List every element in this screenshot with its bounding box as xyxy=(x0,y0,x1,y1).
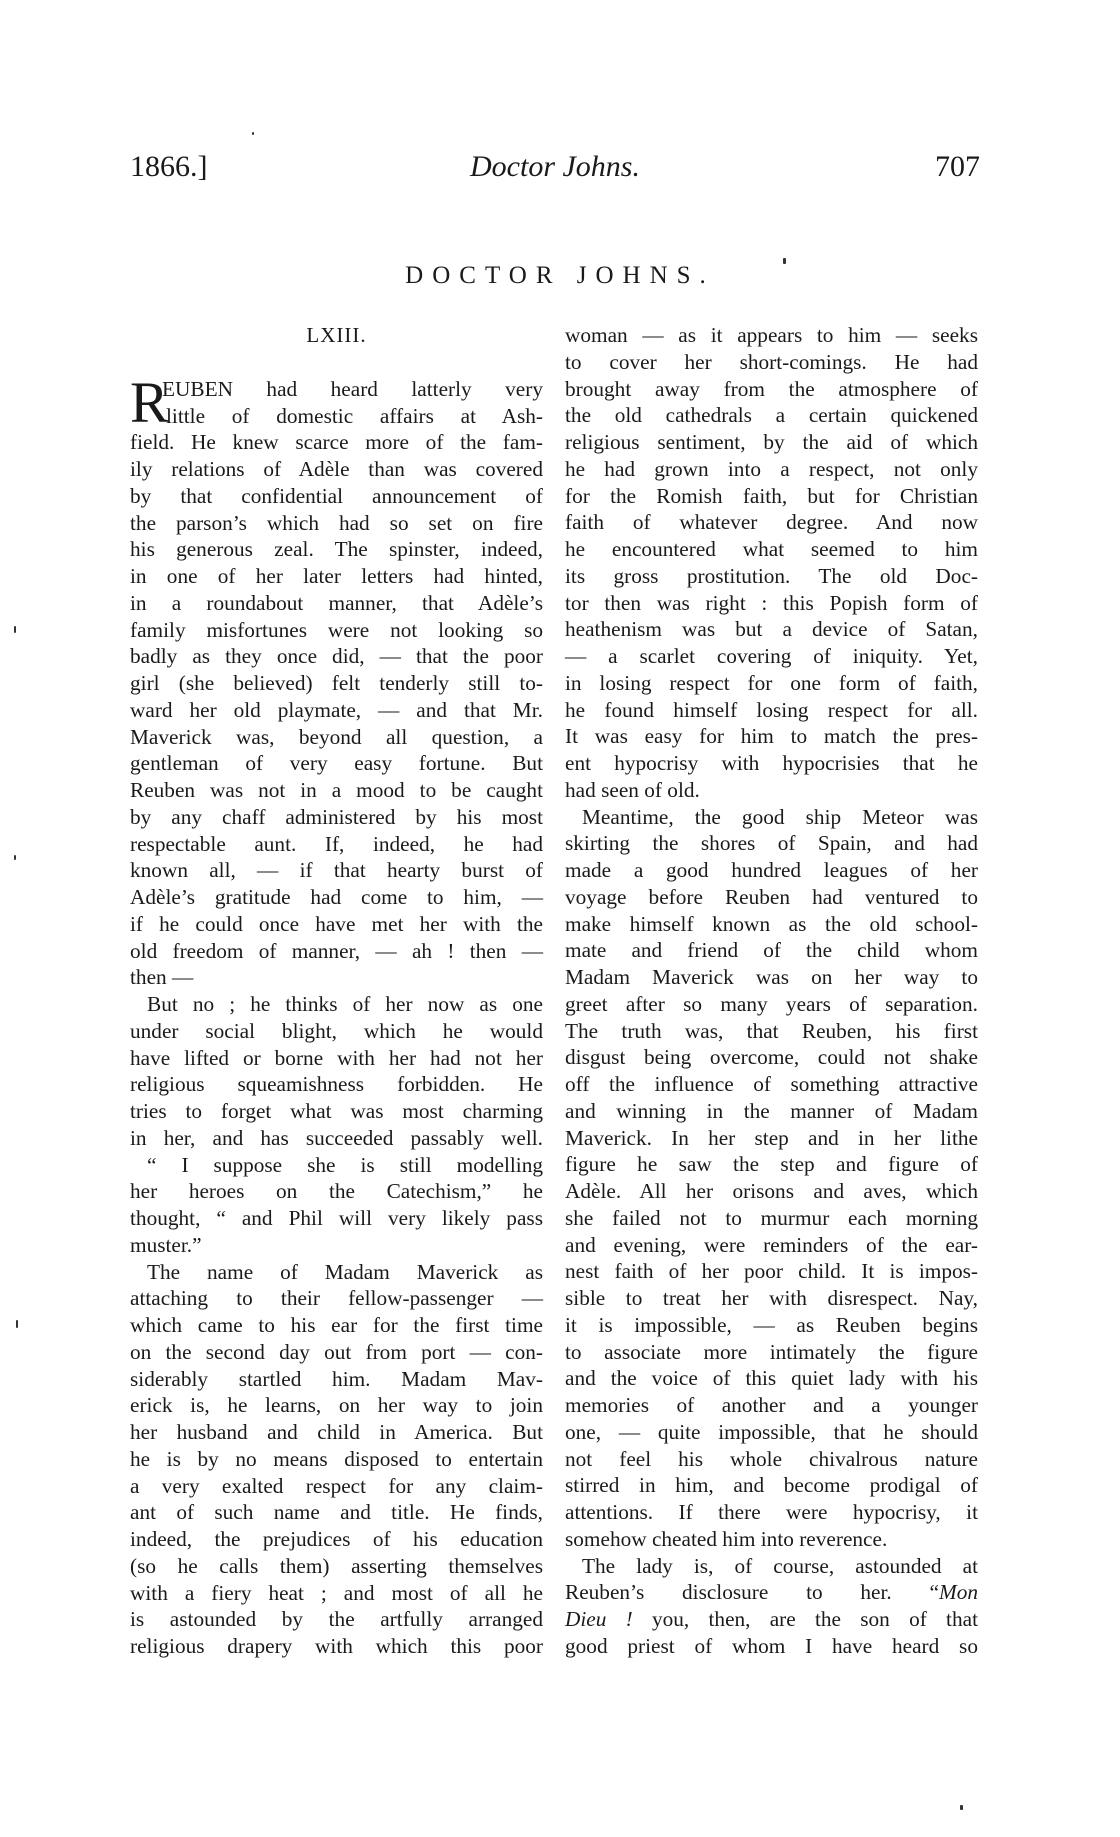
text-line: badly as they once did, — that the poor xyxy=(130,644,543,669)
left-column xyxy=(130,322,543,1660)
text-line: The name of Madam Maverick as xyxy=(147,1259,543,1284)
text-line: under social blight, which he would xyxy=(130,1018,543,1043)
text-line-with-italic xyxy=(565,1579,978,1606)
text-line: family misfortunes were not looking so xyxy=(130,617,543,642)
text-line: religious sentiment, by the aid of which xyxy=(565,430,978,454)
text-line: her heroes on the Catechism,” he xyxy=(130,1179,543,1204)
text-line: religious squeamishness forbidden. He xyxy=(130,1072,543,1097)
text-line-with-italic xyxy=(565,1606,978,1633)
text-line: stirred in him, and become prodigal of xyxy=(565,1473,978,1498)
text-line: ward her old playmate, — and that Mr. xyxy=(130,697,543,722)
text-line: with a fiery heat ; and most of all he xyxy=(130,1580,543,1605)
text-line: girl (she believed) felt tenderly still to- xyxy=(130,671,543,695)
text-line: ant of such name and title. He finds, xyxy=(130,1500,543,1525)
text-line: (so he calls them) asserting themselves xyxy=(130,1553,543,1578)
text-line: by any chaff administered by his most xyxy=(130,804,543,829)
text-line: for the Romish faith, but for Christian xyxy=(565,483,978,508)
print-speck xyxy=(16,1320,18,1328)
text-line: nest faith of her poor child. It is impos- xyxy=(565,1259,978,1284)
running-head-title: Doctor Johns. xyxy=(470,150,640,183)
text-line: Reuben was not in a mood to be caught xyxy=(130,778,543,802)
text-line: disgust being overcome, could not shake xyxy=(565,1045,978,1070)
text-line: tor then was right : this Popish form of xyxy=(565,590,978,615)
text-segment: Reuben’s disclosure to her. “ xyxy=(565,1580,939,1605)
text-line: religious drapery with which this poor xyxy=(130,1634,543,1658)
text-line: skirting the shores of Spain, and had xyxy=(565,831,978,856)
text-line: good priest of whom I have heard so xyxy=(565,1633,978,1658)
text-line: greet after so many years of separation. xyxy=(565,991,978,1016)
opening-paragraph xyxy=(130,369,543,435)
text-line: attaching to their fellow-passenger — xyxy=(130,1286,543,1311)
text-line: field. He knew scarce more of the fam- xyxy=(130,430,543,455)
print-speck xyxy=(252,132,254,135)
text-line: in losing respect for one form of faith, xyxy=(565,670,978,695)
text-line: have lifted or borne with her had not her xyxy=(130,1045,543,1070)
text-line: if he could once have met her with the xyxy=(130,911,543,936)
text-line: his generous zeal. The spinster, indeed, xyxy=(130,537,543,562)
text-line: ent hypocrisy with hypocrisies that he xyxy=(565,751,978,775)
right-column xyxy=(565,322,978,1660)
text-line: somehow cheated him into reverence. xyxy=(565,1526,888,1551)
text-line: known all, — if that hearty burst of xyxy=(130,858,543,883)
text-line: Maverick was, beyond all question, a xyxy=(130,724,543,749)
text-line: on the second day out from port — con- xyxy=(130,1339,543,1364)
text-line: respectable aunt. If, indeed, he had xyxy=(130,831,543,856)
text-line: indeed, the prejudices of his education xyxy=(130,1527,543,1551)
running-head-year: 1866.] xyxy=(130,150,208,183)
text-line: he found himself losing respect for all. xyxy=(565,697,978,722)
text-line: siderably startled him. Madam Mav- xyxy=(130,1366,543,1391)
text-line: he had grown into a respect, not only xyxy=(565,456,978,481)
text-line: had seen of old. xyxy=(565,777,700,802)
text-line: erick is, he learns, on her way to join xyxy=(130,1393,543,1418)
text-line: gentleman of very easy fortune. But xyxy=(130,751,543,776)
text-line: little of domestic affairs at Ash- xyxy=(166,403,543,428)
page-number: 707 xyxy=(935,150,980,183)
running-head xyxy=(130,150,980,190)
text-line: in her, and has succeeded passably well. xyxy=(130,1125,543,1150)
text-line: Adèle. All her orisons and aves, which xyxy=(565,1179,978,1203)
text-line: mate and friend of the child whom xyxy=(565,938,978,963)
article-title: DOCTOR JOHNS. xyxy=(405,262,715,289)
text-line: her husband and child in America. But xyxy=(130,1420,543,1444)
text-line: memories of another and a younger xyxy=(565,1393,978,1417)
text-line: voyage before Reuben had ventured to xyxy=(565,884,978,909)
text-line: is astounded by the artfully arranged xyxy=(130,1607,543,1632)
text-line: “ I suppose she is still modelling xyxy=(147,1152,543,1177)
print-speck xyxy=(14,626,16,633)
text-line: figure he saw the step and figure of xyxy=(565,1152,978,1177)
chapter-heading: LXIII. xyxy=(306,323,367,347)
drop-cap: R xyxy=(130,369,169,435)
text-line: one, — quite impossible, that he should xyxy=(565,1419,978,1444)
text-line: a very exalted respect for any claim- xyxy=(130,1473,543,1498)
text-line: Madam Maverick was on her way to xyxy=(565,965,978,989)
text-line: faith of whatever degree. And now xyxy=(565,510,978,535)
text-line: in one of her later letters had hinted, xyxy=(130,564,543,588)
text-line: off the influence of something attractive xyxy=(565,1072,978,1096)
text-line: ily relations of Adèle than was covered xyxy=(130,457,543,481)
text-line: brought away from the atmosphere of xyxy=(565,376,978,401)
italic-phrase: Dieu ! xyxy=(565,1607,633,1631)
text-line: make himself known as the old school- xyxy=(565,911,978,936)
text-line: Adèle’s gratitude had come to him, — xyxy=(130,885,543,909)
text-line: then — xyxy=(130,965,194,990)
text-line: — a scarlet covering of iniquity. Yet, xyxy=(565,644,978,668)
text-line: and the voice of this quiet lady with his xyxy=(565,1366,978,1391)
text-line: and winning in the manner of Madam xyxy=(565,1098,978,1123)
text-line: muster.” xyxy=(130,1232,202,1257)
text-line: heathenism was but a device of Satan, xyxy=(565,617,978,642)
print-speck xyxy=(783,258,786,264)
text-line: attentions. If there were hypocrisy, it xyxy=(565,1500,978,1524)
text-line: which came to his ear for the first time xyxy=(130,1313,543,1337)
italic-phrase: Mon xyxy=(938,1580,978,1605)
text-line: The truth was, that Reuben, his first xyxy=(565,1018,978,1043)
text-line: its gross prostitution. The old Doc- xyxy=(565,563,978,588)
text-line: and evening, were reminders of the ear- xyxy=(565,1232,978,1257)
text-line: EUBEN had heard latterly very xyxy=(162,376,543,401)
text-line: tries to forget what was most charming xyxy=(130,1099,543,1123)
text-line: Meantime, the good ship Meteor was xyxy=(582,804,978,829)
text-line: it is impossible, — as Reuben begins xyxy=(565,1312,978,1337)
text-line: to cover her short-comings. He had xyxy=(565,349,978,374)
text-line: not feel his whole chivalrous nature xyxy=(565,1446,978,1471)
text-line: Maverick. In her step and in her lithe xyxy=(565,1125,978,1150)
text-line: old freedom of manner, — ah ! then — xyxy=(130,938,543,963)
text-segment: you, then, are the son of that xyxy=(651,1607,978,1631)
text-line: woman — as it appears to him — seeks xyxy=(565,323,978,347)
text-line: he is by no means disposed to entertain xyxy=(130,1446,543,1471)
text-line: It was easy for him to match the pres- xyxy=(565,724,978,749)
text-line: to associate more intimately the figure xyxy=(565,1339,978,1364)
text-line: sible to treat her with disrespect. Nay, xyxy=(565,1286,978,1310)
print-speck xyxy=(14,855,16,860)
print-speck xyxy=(960,1805,963,1810)
text-line: in a roundabout manner, that Adèle’s xyxy=(130,590,543,615)
text-line: by that confidential announcement of xyxy=(130,483,543,508)
text-line: The lady is, of course, astounded at xyxy=(582,1553,978,1578)
text-line: made a good hundred leagues of her xyxy=(565,858,978,882)
text-line: the parson’s which had so set on fire xyxy=(130,510,543,535)
text-line: But no ; he thinks of her now as one xyxy=(147,992,543,1016)
text-line: he encountered what seemed to him xyxy=(565,537,978,561)
text-line: the old cathedrals a certain quickened xyxy=(565,403,978,428)
text-line: she failed not to murmur each morning xyxy=(565,1205,978,1230)
text-line: thought, “ and Phil will very likely pass xyxy=(130,1206,543,1230)
